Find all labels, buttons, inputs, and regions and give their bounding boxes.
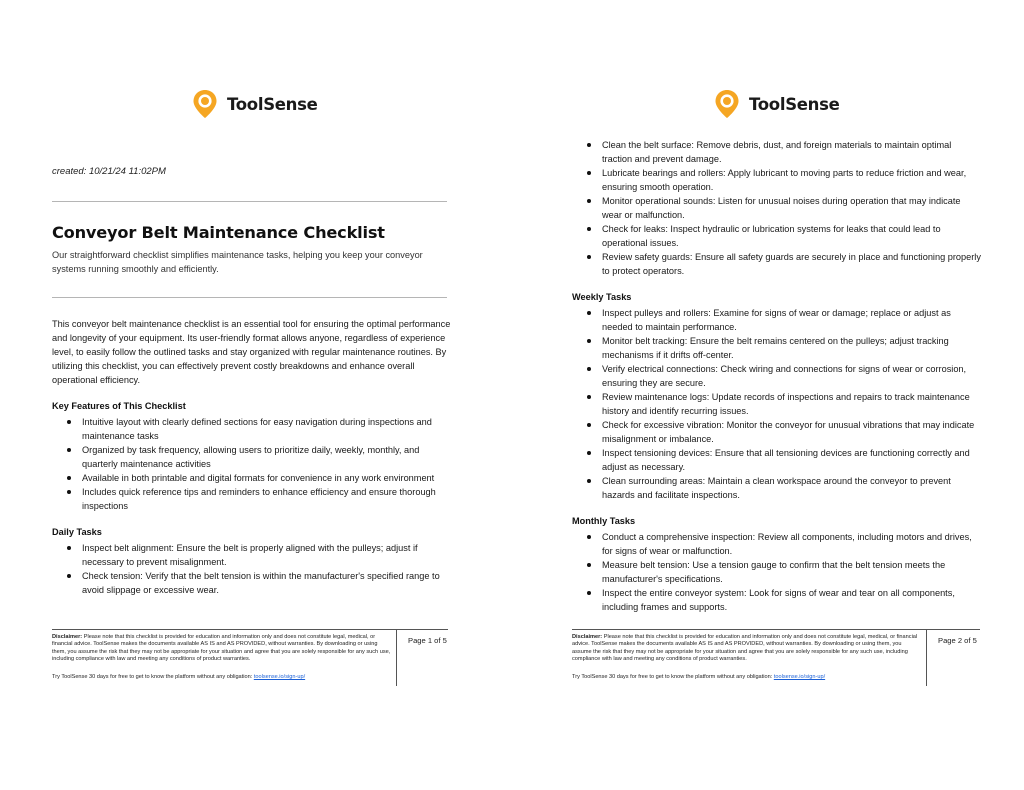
disclaimer-label: Disclaimer: xyxy=(52,634,83,640)
list-item: Check tension: Verify that the belt tension is within the manufacturer's specified range to avoid slippage or excessive wear. xyxy=(52,569,452,597)
list-item: Review maintenance logs: Update records of inspections and repairs to track maintenance history and identify recurring issues. xyxy=(572,390,982,418)
divider xyxy=(52,201,447,202)
list-item: Inspect tensioning devices: Ensure that all tensioning devices are functioning correctly and adjust as necessary. xyxy=(572,446,982,474)
list-item: Intuitive layout with clearly defined sections for easy navigation during inspections and maintenance tasks xyxy=(52,415,452,443)
disclaimer xyxy=(572,634,922,664)
page-number: Page 2 of 5 xyxy=(938,636,977,645)
list-item: Inspect belt alignment: Ensure the belt is properly aligned with the pulleys; adjust if necessary to prevent misalignment. xyxy=(52,541,452,569)
list-item: Review safety guards: Ensure all safety guards are securely in place and functioning properly to protect operators. xyxy=(572,250,982,278)
brand-name: ToolSense xyxy=(749,94,840,114)
created-timestamp: created: 10/21/24 11:02PM xyxy=(52,166,166,177)
list-item: Monitor belt tracking: Ensure the belt remains centered on the pulleys; adjust tracking mechanisms if it drifts off-center. xyxy=(572,334,982,362)
sign-up-link[interactable]: toolsense.io/sign-up/ xyxy=(253,674,306,680)
features-list xyxy=(52,415,452,513)
trial-cta xyxy=(52,674,305,680)
sign-up-link[interactable]: toolsense.io/sign-up/ xyxy=(773,674,826,680)
list-item: Includes quick reference tips and reminders to enhance efficiency and ensure thorough inspections xyxy=(52,485,452,513)
trial-cta-text: Try ToolSense 30 days for free to get to know the platform without any obligation: xyxy=(52,674,254,680)
disclaimer xyxy=(52,634,392,664)
list-item: Clean the belt surface: Remove debris, dust, and foreign materials to maintain optimal traction and prevent damage. xyxy=(572,138,982,166)
page-subtitle: Our straightforward checklist simplifies maintenance tasks, helping you keep your conveyor systems running smoothly and efficiently. xyxy=(52,250,423,274)
list-item: Check for leaks: Inspect hydraulic or lubrication systems for leaks that could lead to operational issues. xyxy=(572,222,982,250)
page-number: Page 1 of 5 xyxy=(408,636,447,645)
toolsense-logo xyxy=(714,89,840,119)
brand-name: ToolSense xyxy=(227,94,318,114)
daily-tasks-list-continued xyxy=(572,138,982,278)
monthly-tasks-list xyxy=(572,530,982,614)
monthly-tasks-heading: Monthly Tasks xyxy=(572,516,636,526)
list-item: Monitor operational sounds: Listen for unusual noises during operation that may indicate wear or malfunction. xyxy=(572,194,982,222)
list-item: Check for excessive vibration: Monitor the conveyor for unusual vibrations that may indicate misalignment or imbalance. xyxy=(572,418,982,446)
disclaimer-text: Please note that this checklist is provided for education and information only and does not constitute legal, medical, or financial advice. ToolSense makes the documents available AS IS and AS PROVIDED, without warranties. By downloading or using them, you assume the risk that they may not be appropriate for your situation and agree that you are solely responsible for any such use, including compliance with law and meeting any conditions of product warranties. xyxy=(572,634,918,663)
footer-divider xyxy=(396,630,397,686)
page-footer xyxy=(52,629,448,686)
daily-tasks-heading: Daily Tasks xyxy=(52,527,102,537)
list-item: Lubricate bearings and rollers: Apply lubricant to moving parts to reduce friction and wear, ensuring smooth operation. xyxy=(572,166,982,194)
list-item: Verify electrical connections: Check wiring and connections for signs of wear or corrosion, ensuring they are secure. xyxy=(572,362,982,390)
map-pin-icon xyxy=(714,89,740,119)
list-item: Available in both printable and digital formats for convenience in any work environment xyxy=(52,471,452,485)
map-pin-icon xyxy=(192,89,218,119)
list-item: Clean surrounding areas: Maintain a clean workspace around the conveyor to prevent hazards and facilitate inspections. xyxy=(572,474,982,502)
features-heading: Key Features of This Checklist xyxy=(52,401,186,411)
document-page-2 xyxy=(512,0,1024,790)
intro-paragraph: This conveyor belt maintenance checklist is an essential tool for ensuring the optimal performance and longevity of your equipment. Its user-friendly format allows anyone, regardless of experience level, to easily follow the outlined tasks and stay organized with regular maintenance routines. By utilizing this checklist, you can effectively prevent costly breakdowns and enhance overall operational efficiency. xyxy=(52,319,451,385)
footer-divider xyxy=(926,630,927,686)
list-item: Inspect pulleys and rollers: Examine for signs of wear or damage; replace or adjust as needed to maintain performance. xyxy=(572,306,982,334)
list-item: Conduct a comprehensive inspection: Review all components, including motors and drives, for signs of wear or malfunction. xyxy=(572,530,982,558)
disclaimer-label: Disclaimer: xyxy=(572,634,603,640)
list-item: Measure belt tension: Use a tension gauge to confirm that the belt tension meets the manufacturer's specifications. xyxy=(572,558,982,586)
page-title: Conveyor Belt Maintenance Checklist xyxy=(52,223,385,242)
weekly-tasks-list xyxy=(572,306,982,502)
list-item: Inspect the entire conveyor system: Look for signs of wear and tear on all components, including frames and supports. xyxy=(572,586,982,614)
daily-tasks-list xyxy=(52,541,452,597)
trial-cta xyxy=(572,674,825,680)
page-footer xyxy=(572,629,980,686)
divider xyxy=(52,297,447,298)
weekly-tasks-heading: Weekly Tasks xyxy=(572,292,632,302)
disclaimer-text: Please note that this checklist is provided for education and information only and does not constitute legal, medical, or financial advice. ToolSense makes the documents available AS IS and AS PROVIDED, without warranties. By downloading or using them, you assume the risk that they may not be appropriate for your situation and agree that you are solely responsible for any such use, including compliance with law and meeting any conditions of product warranties. xyxy=(52,634,391,663)
list-item: Organized by task frequency, allowing users to prioritize daily, weekly, monthly, and quarterly maintenance activities xyxy=(52,443,452,471)
trial-cta-text: Try ToolSense 30 days for free to get to know the platform without any obligation: xyxy=(572,674,774,680)
toolsense-logo xyxy=(192,89,318,119)
